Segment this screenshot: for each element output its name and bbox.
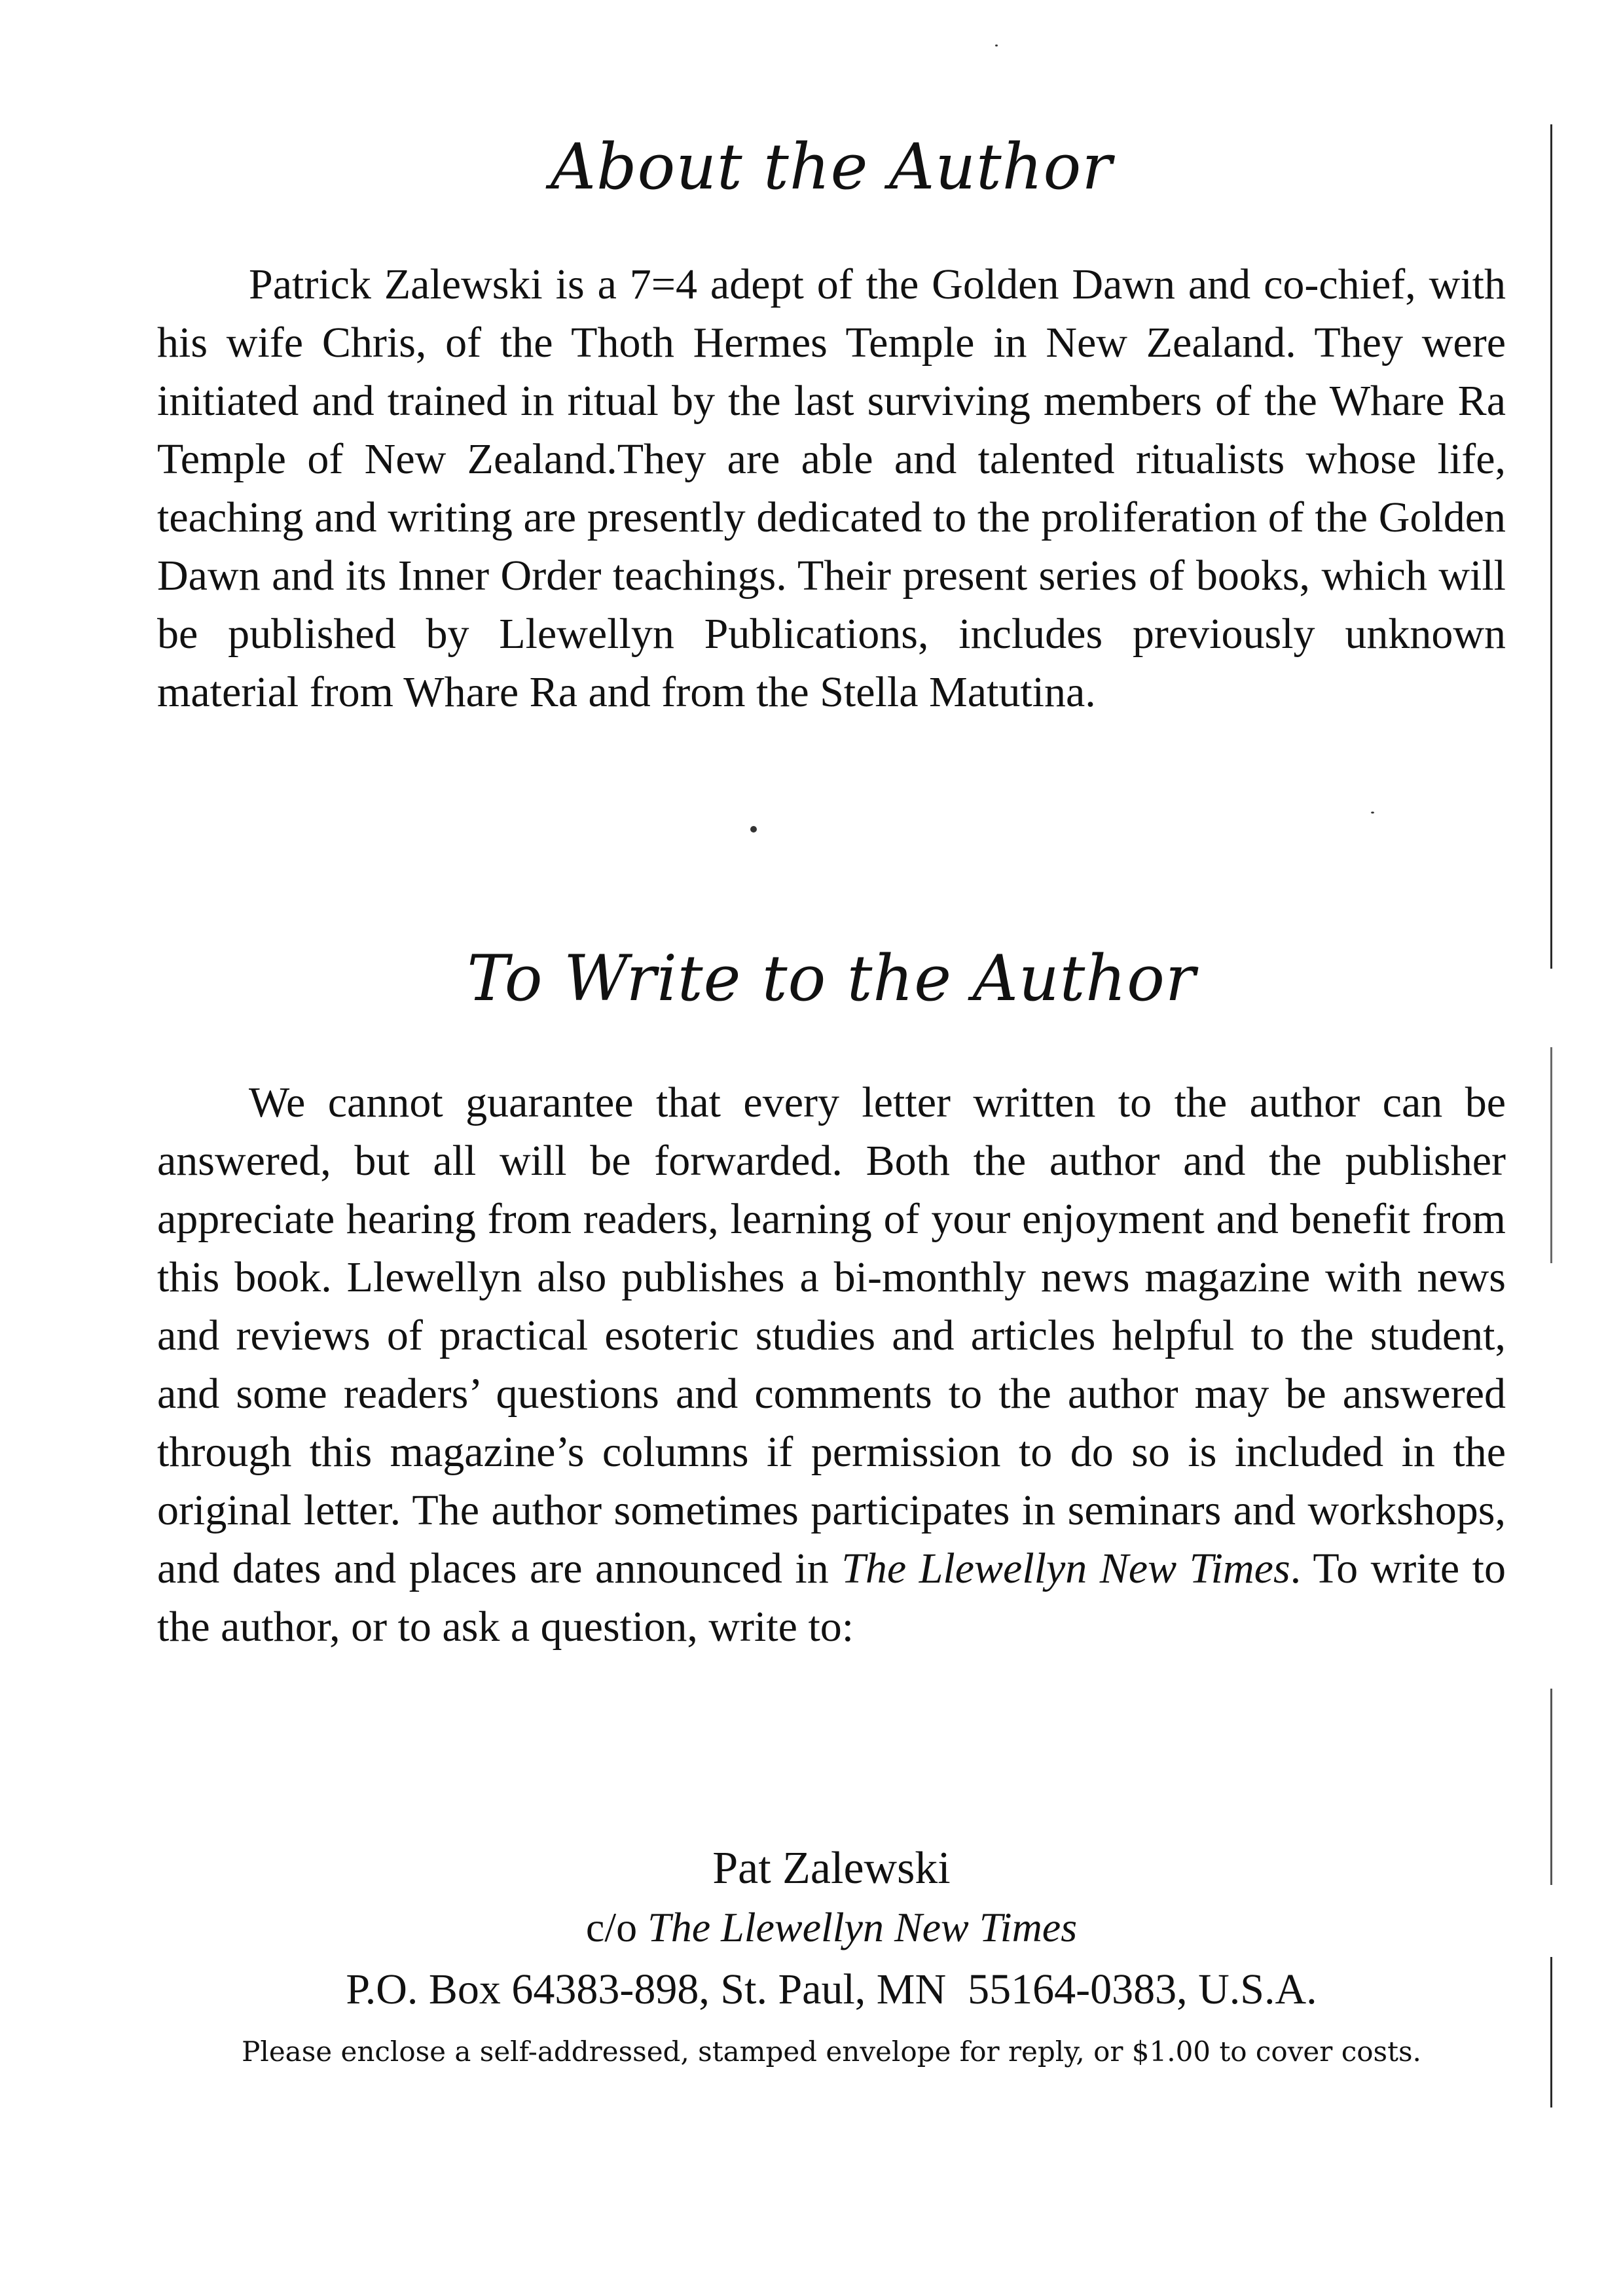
about-paragraph-text: Patrick Zalewski is a 7=4 adept of the Golden Dawn and co-chief, with his wife Chris, of the Thoth Hermes Temple in New Zealand. They were initiated and trained in ritual by the last surviving members of the Whare Ra Temple of New Zealand.They are able and talented ritualists whose life, teaching and writing are presently dedicated to the proliferation of the Golden Dawn and its Inner Order teachings. Their present series of books, which will be published by Llewellyn Publications, includes previously unknown material from Whare Ra and from the Stella Matutina. (157, 260, 1506, 716)
newsletter-title: The Llewellyn New Times (841, 1545, 1290, 1592)
write-paragraph-text-part1: We cannot guarantee that every letter written to the author can be answered, but all will be forwarded. Both the author and the publisher appreciate hearing from readers, learning of your enjoyment and benefit from this book. Llewellyn also publishes a bi-monthly news magazine with news and reviews of practical esoteric studies and articles helpful to the student, and some readers’ questions and comments to the author may be answered through this magazine’s columns if permission to do so is included in the original letter. The author sometimes participates in seminars and workshops, and dates and places are announced in (157, 1079, 1506, 1592)
write-heading: To Write to the Author (467, 942, 1196, 1015)
address-note: Please enclose a self-addressed, stamped envelope for reply, or $1.00 to cover costs. (242, 2036, 1421, 2068)
address-co-prefix: c/o (585, 1904, 638, 1950)
scan-speck (750, 826, 757, 833)
address-co-title: The Llewellyn New Times (647, 1904, 1078, 1950)
scan-speck (1371, 812, 1374, 814)
write-paragraph (157, 1073, 1506, 1656)
scan-edge-line (1550, 1047, 1552, 1263)
write-paragraph-text-part2: . To write to the author, or to ask a question, write to: (157, 1545, 1506, 1651)
address-care-of (157, 1898, 1506, 1957)
about-heading: About the Author (550, 130, 1113, 204)
address-street: P.O. Box 64383-898, St. Paul, MN 55164-0383, U.S.A. (346, 1965, 1317, 2013)
scan-speck (995, 45, 998, 46)
address-name: Pat Zalewski (712, 1843, 951, 1893)
about-paragraph (157, 255, 1506, 721)
scan-edge-line (1550, 1689, 1552, 1885)
scan-edge-line (1550, 124, 1552, 969)
scan-edge-line (1550, 1957, 1552, 2108)
